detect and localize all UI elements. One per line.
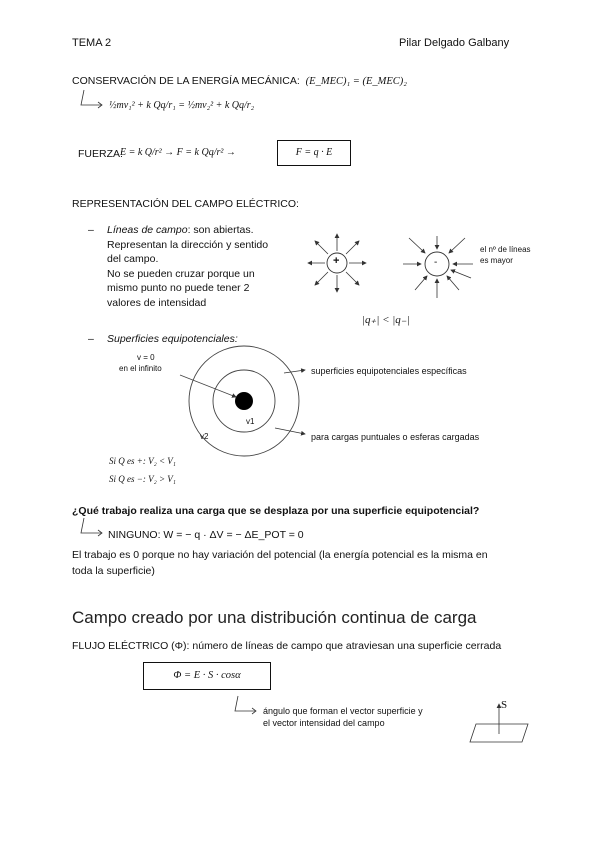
- explanation-line-2: toda la superficie): [72, 565, 155, 577]
- bullet1-head: Líneas de campo: [107, 224, 188, 236]
- equipotential-diagram: [120, 340, 520, 460]
- bullet1-rest: : son abiertas.: [187, 224, 254, 236]
- flujo-definition: FLUJO ELÉCTRICO (Φ): número de líneas de campo que atraviesan una superficie cerrada: [72, 640, 502, 652]
- bullet1-line: No se pueden cruzar porque un: [107, 268, 255, 280]
- bullet1-line: mismo punto no puede tener 2: [107, 282, 250, 294]
- fuerza-label: FUERZA:: [78, 148, 123, 160]
- surface-vector-diagram: [462, 696, 532, 748]
- minus-sign: -: [434, 257, 438, 268]
- section-heading: Campo creado por una distribución continua de carga: [72, 608, 477, 627]
- fuerza-boxed-formula: F = q · E: [277, 140, 351, 166]
- bullet2-head: Superficies equipotenciales:: [107, 333, 238, 345]
- flux-formula-box: Φ = E · S · cosα: [143, 662, 271, 690]
- s-label: S: [501, 699, 508, 711]
- condition-positive: Si Q es +: V₂ < V₁: [109, 456, 176, 466]
- bullet1-line: Representan la dirección y sentido: [107, 239, 269, 251]
- bullet1-line: valores de intensidad: [107, 297, 207, 309]
- positive-charge-diagram: [300, 228, 380, 298]
- angle-note-1: ángulo que forman el vector superficie y: [263, 706, 423, 716]
- v2-label: v2: [200, 432, 209, 441]
- side-note-1: el nº de líneas: [480, 245, 531, 254]
- surfaces-label: superficies equipotenciales específicas: [311, 366, 467, 376]
- bullet1-first-line: [107, 224, 254, 236]
- answer: NINGUNO: W = − q · ΔV = − ΔE_POT = 0: [108, 529, 304, 541]
- energy-equation: ½mv₁² + k Qq/r₁ = ½mv₂² + k Qq/r₂: [109, 100, 255, 111]
- bullet-dash-1: –: [88, 224, 94, 236]
- side-note-2: es mayor: [480, 256, 513, 265]
- conservacion-title-text: CONSERVACIÓN DE LA ENERGÍA MECÁNICA:: [72, 75, 300, 87]
- cargas-label: para cargas puntuales o esferas cargadas: [311, 432, 480, 442]
- bullet-dash-2: –: [88, 333, 94, 345]
- negative-charge-diagram: [395, 228, 481, 300]
- plus-sign: +: [333, 255, 340, 267]
- condition-negative: Si Q es −: V₂ > V₁: [109, 474, 176, 484]
- arrow-icon: [234, 696, 260, 716]
- v1-label: v1: [246, 417, 255, 426]
- v0-label: v = 0: [137, 353, 155, 362]
- arrow-icon: [80, 90, 106, 110]
- angle-note-2: el vector intensidad del campo: [263, 718, 385, 728]
- arrow-icon: [80, 518, 106, 538]
- charge-relation: |q₊| < |q₋|: [362, 314, 410, 326]
- fuerza-chain: E = k Q/r² → F = k Qq/r² →: [120, 147, 236, 158]
- representacion-title: REPRESENTACIÓN DEL CAMPO ELÉCTRICO:: [72, 198, 299, 210]
- conservacion-title: [72, 75, 407, 87]
- question: ¿Qué trabajo realiza una carga que se desplaza por una superficie equipotencial?: [72, 505, 480, 517]
- header-left: TEMA 2: [72, 37, 112, 49]
- conservacion-title-formula: (E_MEC)₁ = (E_MEC)₂: [305, 76, 407, 87]
- explanation-line-1: El trabajo es 0 porque no hay variación del potencial (la energía potencial es la misma en: [72, 549, 488, 561]
- header-right: Pilar Delgado Galbany: [399, 37, 510, 49]
- bullet1-line: del campo.: [107, 253, 159, 265]
- infinity-label: en el infinito: [119, 364, 162, 373]
